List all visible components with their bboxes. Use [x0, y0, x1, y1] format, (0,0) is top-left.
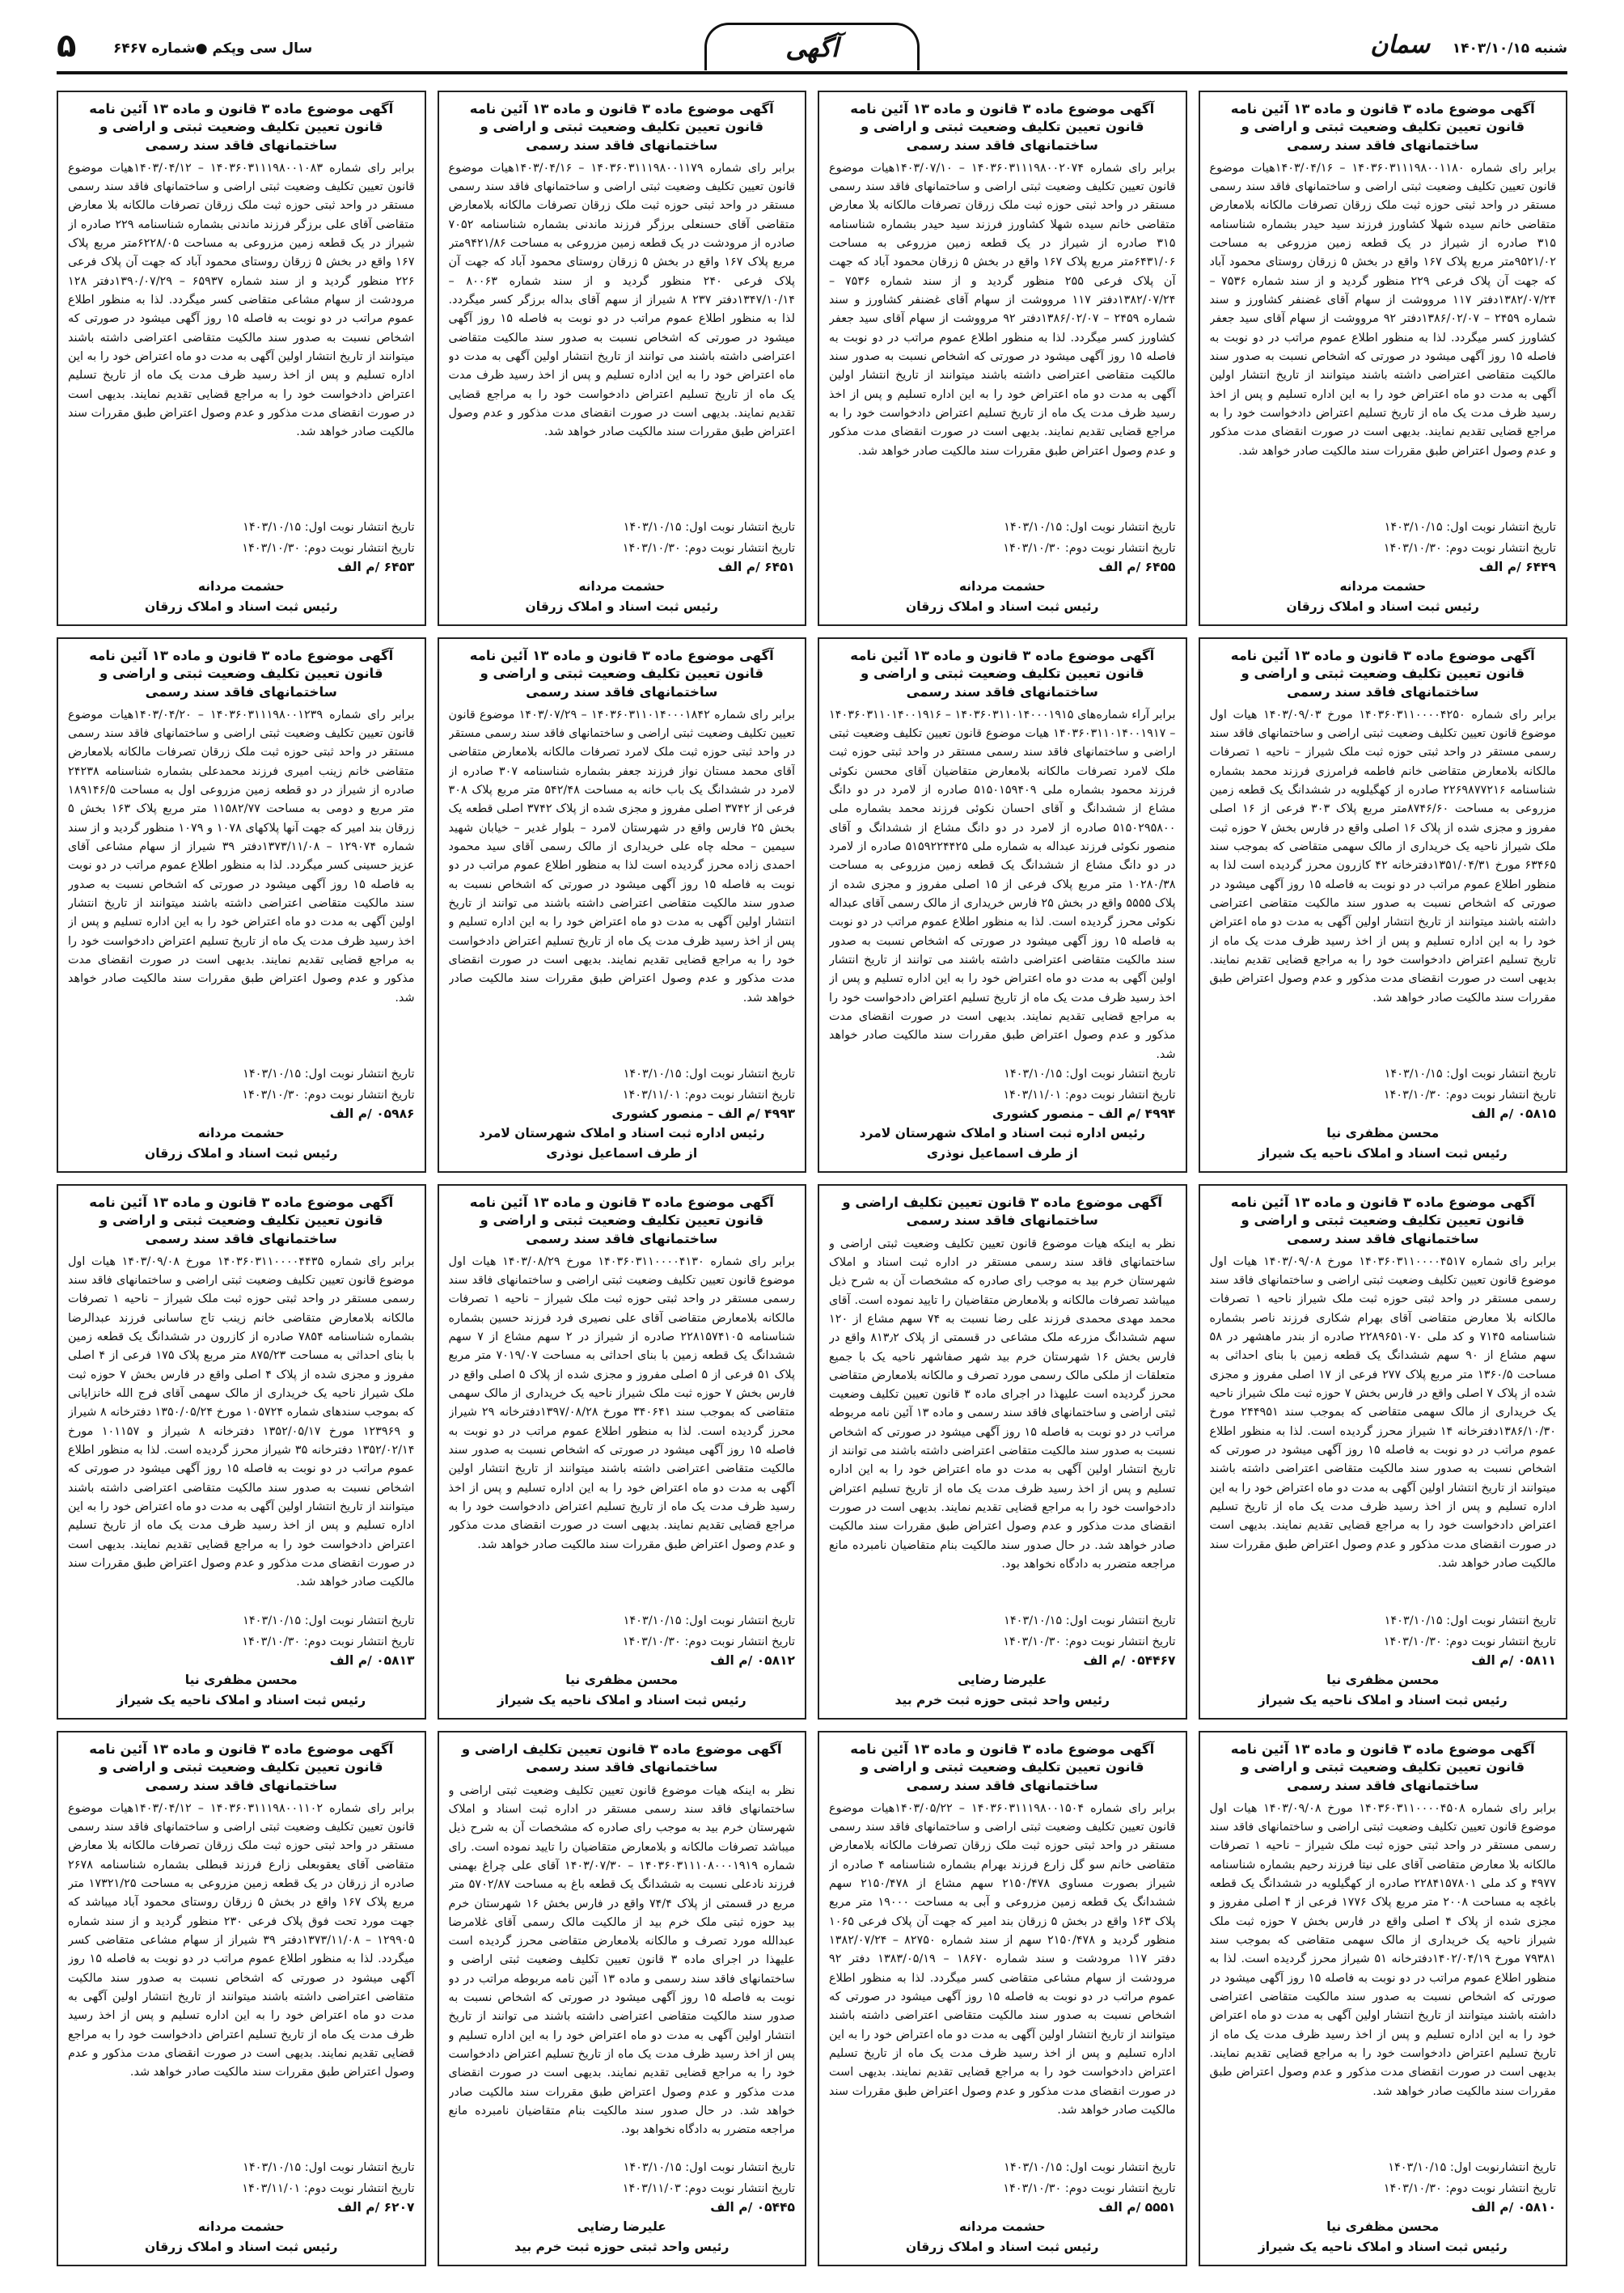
- notice-box: [1199, 637, 1568, 1173]
- notice-code: ۴۹۹۴ /م الف – منصور کشوری: [992, 1106, 1176, 1121]
- notice-title: آگهی موضوع ماده ۳ قانون و ماده ۱۳ آئین نامه قانون تعیین تکلیف وضعیت ثبتی و اراضی و ساختمانهای فاقد سند رسمی: [469, 648, 774, 700]
- issuing-office: رئیس ثبت اسناد و املاک زرقان: [145, 599, 338, 614]
- notice-title: آگهی موضوع ماده ۳ قانون و ماده ۱۳ آئین نامه قانون تعیین تکلیف وضعیت ثبتی و اراضی و ساختمانهای فاقد سند رسمی: [1230, 1195, 1535, 1246]
- notice-body: برابر رای شماره ۱۴۰۳۶۰۳۱۱۱۹۸۰۰۲۰۷۴ – ۱۴۰۳/۰۷/۱۰هیات موضوع قانون تعیین تکلیف وضعیت ثبتی اراضی و ساختمانهای فاقد سند رسمی مستقر در واحد ثبتی حوزه ثبت ملک زرقان تصرفات مالکانه بلا معارض متقاضی خانم سیده شهلا کشاورز فرزند سید حیدر بشماره شناسنامه ۳۱۵ صادره از شیراز در یک قطعه زمین مزروعی به مساحت ۶۴۳۱/۰۶متر مربع پلاک ۱۶۷ واقع در بخش ۵ زرقان محمود آباد که جهت آن پلاک فرعی ۲۵۵ منظور گردید و از سند شماره ۷۵۳۶ – ۱۳۸۲/۰۷/۲۴دفتر ۱۱۷ مرووشت از سهام آقای غضنفر کشاورز و سند شماره ۲۴۵۹ – ۱۳۸۶/۰۲/۰۷دفتر ۹۲ مرووشت از سهام آقای سید جعفر کشاورز کسر میگردد. لذا به منظور اطلاع عموم مراتب در دو نوبت به فاصله ۱۵ روز آگهی میشود در صورتی که اشخاص نسبت به صدور سند مالکیت متقاضی اعتراضی داشته باشند میتوانند از تاریخ انتشار اولین آگهی به مدت دو ماه اعتراض خود را به این اداره تسلیم و پس از اخذ رسید ظرف مدت یک ماه از تاریخ تسلیم اعتراض دادخواست خود را به مراجع قضایی تقدیم نمایند. بدیهی است در صورت انقضای مدت مذکور و عدم وصول اعتراض طبق مقررات سند مالکیت صادر خواهد شد.: [829, 161, 1176, 458]
- notice-body: برابر رای شماره ۱۴۰۳۶۰۳۱۱۱۹۸۰۰۱۱۸۰ – ۱۴۰۳/۰۴/۱۶هیات موضوع قانون تعیین تکلیف وضعیت ثبتی اراضی و ساختمانهای فاقد سند رسمی مستقر در واحد ثبتی حوزه ثبت ملک زرقان تصرفات مالکانه بلامعارض متقاضی خانم سیده شهلا کشاورز فرزند سید حیدر بشماره شناسنامه ۳۱۵ صادره از شیراز در یک قطعه زمین مزروعی به مساحت ۹۵۲۱/۰۲متر مربع پلاک ۱۶۷ واقع در بخش ۵ زرقان روستای محمود آباد که جهت آن پلاک فرعی ۲۲۹ منظور گردید و از سند شماره ۷۵۳۶ – ۱۳۸۲/۰۷/۲۴دفتر ۱۱۷ مرووشت از سهام آقای غضنفر کشاورز و سند شماره ۲۴۵۹ – ۱۳۸۶/۰۲/۰۷دفتر ۹۲ مرووشت از سهام آقای سید جعفر کشاورز کسر میگردد. لذا به منظور اطلاع عموم مراتب در دو نوبت به فاصله ۱۵ روز آگهی میشود در صورتی که اشخاص نسبت به صدور سند مالکیت متقاضی اعتراضی داشته باشند میتوانند از تاریخ انتشار اولین آگهی به مدت دو ماه اعتراض خود را به این اداره تسلیم و پس از اخذ رسید ظرف مدت یک ماه از تاریخ تسلیم اعتراض دادخواست خود را به مراجع قضایی تقدیم نمایند. بدیهی است در صورت انقضای مدت مذکور و عدم وصول اعتراض طبق مقررات سند مالکیت صادر خواهد شد.: [1209, 161, 1556, 458]
- notice-title: آگهی موضوع ماده ۳ قانون و ماده ۱۳ آئین نامه قانون تعیین تکلیف وضعیت ثبتی و اراضی و ساختمانهای فاقد سند رسمی: [1230, 101, 1535, 153]
- second-publish-date: تاریخ انتشار نوبت دوم: ۱۴۰۳/۱۰/۳۰: [242, 542, 415, 556]
- notice-title: آگهی موضوع ماده ۳ قانون و ماده ۱۳ آئین نامه قانون تعیین تکلیف وضعیت ثبتی و اراضی و ساختمانهای فاقد سند رسمی: [850, 1741, 1155, 1793]
- notice-box: [1199, 91, 1568, 626]
- notice-box: [818, 1731, 1187, 2266]
- notice-code: ۶۴۵۱ /م الف: [717, 559, 795, 574]
- notice-body: برابر رای شماره ۱۴۰۳۶۰۳۱۱۱۹۸۰۰۱۰۸۳ – ۱۴۰۳/۰۴/۱۲هیات موضوع قانون تعیین تکلیف وضعیت ثبتی اراضی و ساختمانهای فاقد سند رسمی مستقر در واحد ثبتی حوزه ثبت ملک زرقان تصرفات مالکانه بلا معارض متقاضی آقای علی برزگر فرزند ماندنی بشماره شناسنامه ۲۲۹ صادره از شیراز در یک قطعه زمین مزروعی به مساحت ۶۲۲۸/۰۵متر مربع پلاک ۱۶۷ واقع در بخش ۵ زرقان روستای محمود آباد که جهت آن پلاک فرعی ۲۲۶ منظور گردید و از سند شماره ۶۵۹۳۷ – ۱۳۹۰/۰۷/۲۹دفتر ۱۲۸ مرودشت از سهام مشاعی متقاضی کسر میگردد. لذا به منظور اطلاع عموم مراتب در دو نوبت به فاصله ۱۵ روز آگهی میشود در صورتی که اشخاص نسبت به صدور سند مالکیت متقاضی اعتراضی داشته باشند میتوانند از تاریخ انتشار اولین آگهی به مدت دو ماه اعتراض خود را به این اداره تسلیم و پس از اخذ رسید ظرف مدت یک ماه از تاریخ تسلیم اعتراض دادخواست خود را به مراجع قضایی تقدیم نمایند. بدیهی است در صورت انقضای مدت مذکور و عدم وصول اعتراض طبق مقررات سند مالکیت صادر خواهد شد.: [68, 161, 415, 439]
- notice-title: آگهی موضوع ماده ۳ قانون و ماده ۱۳ آئین نامه قانون تعیین تکلیف وضعیت ثبتی و اراضی و ساختمانهای فاقد سند رسمی: [469, 101, 774, 153]
- notice-body: برابر رای شماره ۱۴۰۳۶۰۳۱۱۰۰۰۰۴۲۵۰ مورخ ۱۴۰۳/۰۹/۰۳ هیات اول موضوع قانون تعیین تکلیف وضعیت ثبتی اراضی و ساختمانهای فاقد سند رسمی مستقر در واحد ثبتی حوزه ثبت ملک شیراز – ناحیه ۱ تصرفات مالکانه بلامعارض متقاضی خانم فاطمه فرامرزی فرزند محمد بشماره شناسنامه ۲۲۶۹۸۷۷۲۱۶ صادره از کهگیلویه در ششدانگ یک قطعه زمین مزروعی به مساحت ۸۷۴۶/۶۰متر مربع پلاک ۳۰۳ فرعی از ۱۶ اصلی مفروز و مجزی شده از پلاک ۱۶ اصلی واقع در فارس بخش ۷ حوزه ثبت ملک شیراز ناحیه یک خریداری از مالک سهمی متقاضی که بموجب سند ۶۳۴۶۵ مورخ ۱۳۵۱/۰۴/۳۱دفترخانه ۴۲ کازرون محرز گردیده است لذا به منظور اطلاع عموم مراتب در دو نوبت به فاصله ۱۵ روز آگهی میشود در صورتی که اشخاص نسبت به صدور سند مالکیت متقاضی اعتراضی داشته باشند میتوانند از تاریخ انتشار اولین آگهی به مدت دو ماه اعتراض خود را به این اداره تسلیم و پس از اخذ رسید ظرف مدت یک ماه از تاریخ تسلیم اعتراض دادخواست خود را به مراجع قضایی تقدیم نمایند. بدیهی است در صورت انقضای مدت مذکور و عدم وصول اعتراض طبق مقررات سند مالکیت صادر خواهد شد.: [1209, 708, 1556, 1005]
- notice-code: ۶۴۴۹ /م الف: [1478, 559, 1556, 574]
- notice-body: نظر به اینکه هیات موضوع قانون تعیین تکلیف وضعیت ثبتی اراضی و ساختمانهای فاقد سند رسمی مستقر در اداره ثبت اسناد و املاک شهرستان خرم بید به موجب رای صادره که مشخصات آن به شرح ذیل میباشد تصرفات مالکانه و بلامعارض متقاضیان را تایید نموده است. آقای محمد مهدی محمدی فرزند علی رضا نسبت به ۷۴ سهم مشاع از ۱۲۰ سهم ششدانگ مزرعه ملک مشاعی در قسمتی از پلاک ۸۱۳٫۲ واقع در فارس بخش ۱۶ شهرستان خرم بید شهر صفاشهر ناحیه یک با جمیع متعلقات از ملکی مالک رسمی مورد تصرف و مالکانه بلامعارض متقاضی محرز گردیده است علیهذا در اجرای ماده ۳ قانون تعیین تکلیف وضعیت ثبتی اراضی و ساختمانهای فاقد سند رسمی و ماده ۱۳ آئین نامه مربوطه مراتب در دو نوبت به فاصله ۱۵ روز آگهی میشود در صورتی که اشخاص نسبت به صدور سند مالکیت متقاضی اعتراضی داشته باشند می توانند از تاریخ انتشار اولین آگهی به مدت دو ماه اعتراض خود را به این اداره تسلیم و پس از اخذ رسید ظرف مدت یک ماه از تاریخ تسلیم اعتراض دادخواست خود را به مراجع قضایی تقدیم نمایند. بدیهی است در صورت انقضای مدت مذکور و عدم وصول اعتراض طبق مقررات سند مالکیت صادر خواهد شد. در حال صدور سند مالکیت بنام متقاضیان نامبرده مانع مراجعه متضرر به دادگاه نخواهد بود.: [829, 1237, 1176, 1572]
- signer-name: محسن مظفری نیا: [184, 1672, 298, 1687]
- notice-box: [818, 637, 1187, 1173]
- notice-code: ۴۹۹۳ /م الف – منصور کشوری: [611, 1106, 795, 1121]
- signer-name: رئیس اداره ثبت اسناد و املاک شهرستان لامرد: [479, 1125, 765, 1140]
- notice-box: [438, 1184, 807, 1720]
- notices-grid: [57, 91, 1567, 2266]
- notice-title: آگهی موضوع ماده ۳ قانون و ماده ۱۳ آئین نامه قانون تعیین تکلیف وضعیت ثبتی و اراضی و ساختمانهای فاقد سند رسمی: [89, 101, 394, 153]
- notice-body: برابر رای شماره ۱۴۰۳۶۰۳۱۱۱۹۸۰۰۱۱۰۲ – ۱۴۰۳/۰۴/۱۲هیات موضوع قانون تعیین تکلیف وضعیت ثبتی اراضی و ساختمانهای فاقد سند رسمی مستقر در واحد ثبتی حوزه ثبت ملک زرقان تصرفات مالکانه بلا معارض متقاضی آقای یعقوبعلی زارع فرزند قبطلی بشماره شناسنامه ۲۶۷۸ صادره از زرقان در یک قطعه زمین مزروعی به مساحت ۱۷۳۲۱/۲۵ متر مربع پلاک ۱۶۷ واقع در بخش ۵ زرقان روستای محمود آباد میباشد که جهت مورد تحت فوق پلاک فرعی ۲۳۰ منظور گردید و از سند شماره ۱۲۹۹۰۵ – ۱۳۷۳/۱۱/۰۸دفتر ۳۹ شیراز از سهام مشاعی متقاضی کسر میگردد. لذا به منظور اطلاع عموم مراتب در دو نوبت به فاصله ۱۵ روز آگهی میشود در صورتی که اشخاص نسبت به صدور سند مالکیت متقاضی اعتراضی داشته باشند میتوانند از تاریخ انتشار اولین آگهی به مدت دو ماه اعتراض خود را به این اداره تسلیم و پس از اخذ رسید ظرف مدت یک ماه از تاریخ تسلیم اعتراض دادخواست خود را به مراجع قضایی تقدیم نمایند. بدیهی است در صورت انقضای مدت مذکور و عدم وصول اعتراض طبق مقررات سند مالکیت صادر خواهد شد.: [68, 1801, 415, 2079]
- second-publish-date: تاریخ انتشار نوبت دوم: ۱۴۰۳/۱۰/۳۰: [242, 1089, 415, 1102]
- issuing-office: رئیس ثبت اسناد و املاک زرقان: [145, 2239, 338, 2254]
- notice-title: آگهی موضوع ماده ۳ قانون و ماده ۱۳ آئین نامه قانون تعیین تکلیف وضعیت ثبتی و اراضی و ساختمانهای فاقد سند رسمی: [1230, 648, 1535, 700]
- notice-box: [438, 637, 807, 1173]
- first-publish-date: تاریخ انتشار نوبت اول: ۱۴۰۳/۱۰/۱۵: [623, 520, 795, 534]
- signer-name: حشمت مردانه: [1339, 578, 1427, 594]
- second-publish-date: تاریخ انتشار نوبت دوم: ۱۴۰۳/۱۰/۳۰: [1383, 2182, 1556, 2196]
- signer-name: حشمت مردانه: [197, 578, 285, 594]
- first-publish-date: تاریخ انتشار نوبت اول: ۱۴۰۳/۱۰/۱۵: [623, 1067, 795, 1081]
- first-publish-date: تاریخ انتشار نوبت اول: ۱۴۰۳/۱۰/۱۵: [1384, 520, 1556, 534]
- issuing-office: رئیس ثبت اسناد و املاک زرقان: [906, 599, 1099, 614]
- first-publish-date: تاریخ انتشارنوبت اول: ۱۴۰۳/۱۰/۱۵: [1388, 2160, 1556, 2174]
- page-number: ۵: [57, 27, 77, 65]
- notice-code: ۰۵۸۱۰ /م الف: [1471, 2199, 1556, 2215]
- notice-title: آگهی موضوع ماده ۳ قانون تعیین تکلیف اراضی و ساختمانهای فاقد سند رسمی: [461, 1741, 782, 1775]
- notice-code: ۰۵۹۸۶ /م الف: [329, 1106, 415, 1121]
- second-publish-date: تاریخ انتشار نوبت دوم: ۱۴۰۳/۱۰/۳۰: [1003, 542, 1176, 556]
- notice-box: [818, 1184, 1187, 1720]
- second-publish-date: تاریخ انتشار نوبت دوم: ۱۴۰۳/۱۰/۳۰: [242, 1635, 415, 1649]
- notice-box: [438, 91, 807, 626]
- notice-title: آگهی موضوع ماده ۳ قانون و ماده ۱۳ آئین نامه قانون تعیین تکلیف وضعیت ثبتی و اراضی و ساختمانهای فاقد سند رسمی: [89, 648, 394, 700]
- notice-code: ۶۲۰۷ /م الف: [337, 2199, 415, 2215]
- second-publish-date: تاریخ انتشار نوبت دوم: ۱۴۰۳/۱۰/۳۰: [1003, 1635, 1176, 1649]
- notice-code: ۰۵۸۱۲ /م الف: [710, 1652, 795, 1668]
- issuing-office: رئیس ثبت اسناد و املاک ناحیه یک شیراز: [1258, 1145, 1508, 1161]
- first-publish-date: تاریخ انتشار نوبت اول: ۱۴۰۳/۱۰/۱۵: [243, 1067, 415, 1081]
- signer-name: محسن مظفری نیا: [1326, 2219, 1440, 2234]
- notice-title: آگهی موضوع ماده ۳ قانون و ماده ۱۳ آئین نامه قانون تعیین تکلیف وضعیت ثبتی و اراضی و ساختمانهای فاقد سند رسمی: [850, 648, 1155, 700]
- notice-body: برابر رای شماره ۱۴۰۳۶۰۳۱۱۰۰۰۰۴۴۳۵ مورخ ۱۴۰۳/۰۹/۰۸ هیات اول موضوع قانون تعیین تکلیف وضعیت ثبتی اراضی و ساختمانهای فاقد سند رسمی مستقر در واحد ثبتی حوزه ثبت ملک شیراز – ناحیه ۱ تصرفات مالکانه بلامعارض متقاضی خانم زینب تاج ساسانی فرزند عبدالرضا بشماره شناسنامه ۷۸۵۴ صادره از کازرون در ششدانگ یک قطعه زمین با بنای احداثی به مساحت ۸۷۵/۲۳ متر مربع پلاک ۱۷۵ فرعی از ۴ اصلی مفروز و مجزی شده از پلاک ۴ اصلی واقع در فارس بخش ۷ حوزه ثبت ملک شیراز ناحیه یک خریداری از مالک سهمی آقای فرج الله خانزایانی که بموجب سندهای شماره ۱۰۵۷۲۴ مورخ ۱۳۵۰/۰۵/۲۴ دفترخانه ۸ شیراز و ۱۲۳۹۶۹ مورخ ۱۳۵۲/۰۵/۱۷ دفترخانه ۸ شیراز و ۱۰۱۱۵۷ مورخ ۱۳۵۲/۰۲/۱۴ دفترخانه ۳۵ شیراز محرز گردیده است. لذا به منظور اطلاع عموم مراتب در دو نوبت به فاصله ۱۵ روز آگهی میشود در صورتی که اشخاص نسبت به صدور سند مالکیت متقاضی اعتراضی داشته باشند میتوانند از تاریخ انتشار اولین آگهی به مدت دو ماه اعتراض خود را به این اداره تسلیم و پس از اخذ رسید ظرف مدت یک ماه از تاریخ تسلیم اعتراض دادخواست خود را به مراجع قضایی تقدیم نمایند. بدیهی است در صورت انقضای مدت مذکور و عدم وصول اعتراض طبق مقررات سند مالکیت صادر خواهد شد.: [68, 1254, 415, 1589]
- second-publish-date: تاریخ انتشار نوبت دوم: ۱۴۰۳/۱۰/۳۰: [1383, 542, 1556, 556]
- notice-box: [57, 1731, 426, 2266]
- first-publish-date: تاریخ انتشار نوبت اول: ۱۴۰۳/۱۰/۱۵: [243, 520, 415, 534]
- notice-body: برابر رای شماره ۱۴۰۳۶۰۳۱۱۰۰۰۰۴۱۳۰ مورخ ۱۴۰۳/۰۸/۲۹ هیات اول موضوع قانون تعیین تکلیف وضعیت ثبتی اراضی و ساختمانهای فاقد سند رسمی مستقر در واحد ثبتی حوزه ثبت ملک شیراز – ناحیه ۱ تصرفات مالکانه بلامعارض متقاضی آقای علی نصیری فرد فرزند حسین بشماره شناسنامه ۲۲۸۱۵۷۴۱۰۵ صادره از شیراز در ۲ سهم مشاع از ۷ سهم ششدانگ یک قطعه زمین با بنای احداثی به مساحت ۷۰۱۹/۰۷ متر مربع پلاک ۵۱ فرعی از ۵ اصلی مفروز و مجزی شده از پلاک ۵ اصلی واقع در فارس بخش ۷ حوزه ثبت ملک شیراز ناحیه یک خریداری از مالک سهمی متقاضی که بموجب سند ۳۴۰۶۴۱ مورخ ۱۳۹۷/۰۸/۲۸دفترخانه ۲۹ شیراز محرز گردیده است. لذا به منظور اطلاع عموم مراتب در دو نوبت به فاصله ۱۵ روز آگهی میشود در صورتی که اشخاص نسبت به صدور سند مالکیت متقاضی اعتراضی داشته باشند میتوانند از تاریخ انتشار اولین آگهی به مدت دو ماه اعتراض خود را به این اداره تسلیم و پس از اخذ رسید ظرف مدت یک ماه از تاریخ تسلیم اعتراض دادخواست خود را به مراجع قضایی تقدیم نمایند. بدیهی است در صورت انقضای مدت مذکور و عدم وصول اعتراض طبق مقررات سند مالکیت صادر خواهد شد.: [448, 1254, 795, 1551]
- second-publish-date: تاریخ انتشار نوبت دوم: ۱۴۰۳/۱۱/۰۱: [622, 1089, 795, 1102]
- notice-code: ۶۴۵۳ /م الف: [337, 559, 415, 574]
- signer-name: حشمت مردانه: [197, 2219, 285, 2234]
- notice-title: آگهی موضوع ماده ۳ قانون و ماده ۱۳ آئین نامه قانون تعیین تکلیف وضعیت ثبتی و اراضی و ساختمانهای فاقد سند رسمی: [850, 101, 1155, 153]
- first-publish-date: تاریخ انتشار نوبت اول: ۱۴۰۳/۱۰/۱۵: [623, 1614, 795, 1627]
- signer-name: محسن مظفری نیا: [1326, 1672, 1440, 1687]
- notice-box: [1199, 1731, 1568, 2266]
- notice-box: [1199, 1184, 1568, 1720]
- second-publish-date: تاریخ انتشار نوبت دوم: ۱۴۰۳/۱۱/۰۱: [242, 2182, 415, 2196]
- issuing-office: رئیس ثبت اسناد و املاک ناحیه یک شیراز: [1258, 2239, 1508, 2254]
- notice-body: برابر رای شماره ۱۴۰۳۶۰۳۱۱۰۰۰۰۴۵۰۸ مورخ ۱۴۰۳/۰۹/۰۸ هیات اول موضوع قانون تعیین تکلیف وضعیت ثبتی اراضی و ساختمانهای فاقد سند رسمی مستقر در واحد ثبتی حوزه ثبت ملک شیراز – ناحیه ۱ تصرفات مالکانه بلا معارض متقاضی آقای علی نیتا فرزند رحیم بشماره شناسنامه ۴۹۷۷ و کد ملی ۲۲۸۴۱۵۷۸۰۱ صادره از کهگیلویه در ششدانگ یک قطعه باغچه به مساحت ۲۰۰۸ متر مربع پلاک ۱۷۷۶ فرعی از ۴ اصلی مفروز و مجزی شده از پلاک ۴ اصلی واقع در فارس بخش ۷ حوزه ثبت ملک شیراز ناحیه یک خریداری از مالک سهمی متقاضی که بموجب سند ۷۹۳۸۱ مورخ ۱۴۰۲/۰۴/۱۹دفترخانه ۵۱ شیراز محرز گردیده است. لذا به منظور اطلاع عموم مراتب در دو نوبت به فاصله ۱۵ روز آگهی میشود در صورتی که اشخاص نسبت به صدور سند مالکیت متقاضی اعتراضی داشته باشند میتوانند از تاریخ انتشار اولین آگهی به مدت دو ماه اعتراض خود را به این اداره تسلیم و پس از اخذ رسید ظرف مدت یک ماه از تاریخ تسلیم اعتراض دادخواست خود را به مراجع قضایی تقدیم نمایند. بدیهی است در صورت انقضای مدت مذکور و عدم وصول اعتراض طبق مقررات سند مالکیت صادر خواهد شد.: [1209, 1801, 1556, 2098]
- signer-name: حشمت مردانه: [958, 2219, 1046, 2234]
- notice-body: برابر رای شماره ۱۴۰۳۶۰۳۱۱۱۹۸۰۰۱۱۷۹ – ۱۴۰۳/۰۴/۱۶هیات موضوع قانون تعیین تکلیف وضعیت ثبتی اراضی و ساختمانهای فاقد سند رسمی مستقر در واحد ثبتی حوزه ثبت ملک زرقان تصرفات مالکانه بلامعارض متقاضی آقای حسنعلی برزگر فرزند ماندنی بشماره شناسنامه ۷۰۵۲ صادره از مرودشت در یک قطعه زمین مزروعی به مساحت ۹۴۲۱/۸۶متر مربع پلاک ۱۶۷ واقع در بخش ۵ زرقان روستای محمود آباد که جهت آن پلاک فرعی ۲۴۰ منظور گردید و از سند شماره ۸۰۰۶۳ – ۱۳۴۷/۱۰/۱۴دفتر ۲۳۷ ۸ شیراز از سهم آقای بداله برزگر کسر میگردد. لذا به منظور اطلاع عموم مراتب در دو نوبت به فاصله ۱۵ روز آگهی میشود در صورتی که اشخاص نسبت به صدور سند مالکیت متقاضی اعتراضی داشته باشند می توانند از تاریخ انتشار اولین آگهی به مدت دو ماه اعتراض خود را به این اداره تسلیم و پس از اخذ رسید ظرف مدت یک ماه از تاریخ تسلیم اعتراض دادخواست خود را به مراجع قضایی تقدیم نمایند. بدیهی است در صورت انقضای مدت مذکور و عدم وصول اعتراض طبق مقررات سند مالکیت صادر خواهد شد.: [448, 161, 795, 439]
- issuing-office: رئیس ثبت اسناد و املاک ناحیه یک شیراز: [497, 1692, 746, 1707]
- notice-box: [438, 1731, 807, 2266]
- first-publish-date: تاریخ انتشار نوبت اول: ۱۴۰۳/۱۰/۱۵: [1004, 520, 1176, 534]
- masthead: [57, 23, 1567, 74]
- issuing-office: رئیس ثبت اسناد و املاک زرقان: [1286, 599, 1479, 614]
- second-publish-date: تاریخ انتشار نوبت دوم: ۱۴۰۳/۱۱/۰۳: [622, 2182, 795, 2196]
- first-publish-date: تاریخ انتشار نوبت اول: ۱۴۰۳/۱۰/۱۵: [623, 2160, 795, 2174]
- notice-title: آگهی موضوع ماده ۳ قانون و ماده ۱۳ آئین نامه قانون تعیین تکلیف وضعیت ثبتی و اراضی و ساختمانهای فاقد سند رسمی: [89, 1741, 394, 1793]
- second-publish-date: تاریخ انتشار نوبت دوم: ۱۴۰۳/۱۰/۳۰: [1383, 1635, 1556, 1649]
- signer-name: محسن مظفری نیا: [1326, 1125, 1440, 1140]
- second-publish-date: تاریخ انتشار نوبت دوم: ۱۴۰۳/۱۱/۰۱: [1003, 1089, 1176, 1102]
- notice-code: ۵۵۵۱ /م الف: [1098, 2199, 1176, 2215]
- notice-code: ۰۵۴۴۵ /م الف: [710, 2199, 795, 2215]
- issuing-office: رئیس ثبت اسناد و املاک زرقان: [145, 1145, 338, 1161]
- signer-name: محسن مظفری نیا: [565, 1672, 679, 1687]
- issuing-office: رئیس ثبت اسناد و املاک ناحیه یک شیراز: [116, 1692, 366, 1707]
- notice-body: برابر رای شماره ۱۴۰۳۶۰۳۱۱۱۹۸۰۰۱۵۰۴ – ۱۴۰۳/۰۵/۲۲هیات موضوع قانون تعیین تکلیف وضعیت ثبتی اراضی و ساختمانهای فاقد سند رسمی مستقر در واحد ثبتی حوزه ثبت ملک زرقان تصرفات مالکانه بلامعارض متقاضی خانم سو گل زارع فرزند بهرام بشماره شناسنامه ۴ صادره از شیراز بصورت مساوی ۲۱۵۰/۴۷۸ سهم مشاع از ۲۱۵۰/۴۷۸ سهم ششدانگ یک قطعه زمین مزروعی و آبی به مساحت ۱۹۰۰۰ متر مربع پلاک ۱۶۳ واقع در بخش ۵ زرقان بند امیر که جهت آن پلاک فرعی ۱۰۶۵ منظور گردید و ۲۱۵۰/۴۷۸ سهم از سند شماره ۸۲۷۵۰ – ۱۳۸۲/۰۷/۲۴ دفتر ۱۱۷ مرودشت و سند شماره ۱۸۶۷۰ – ۱۳۸۳/۰۵/۱۹ دفتر ۹۲ مرودشت از سهام مشاعی متقاضی کسر میگردد. لذا به منظور اطلاع عموم مراتب در دو نوبت به فاصله ۱۵ روز آگهی میشود در صورتی که اشخاص نسبت به صدور سند مالکیت متقاضی اعتراضی داشته باشند میتوانند از تاریخ انتشار اولین آگهی به مدت دو ماه اعتراض خود را به این اداره تسلیم و پس از اخذ رسید ظرف مدت یک ماه از تاریخ تسلیم اعتراض دادخواست خود را به مراجع قضایی تقدیم نمایند. بدیهی است در صورت انقضای مدت مذکور و عدم وصول اعتراض طبق مقررات سند مالکیت صادر خواهد شد.: [829, 1801, 1176, 2117]
- issuing-office: رئیس ثبت اسناد و املاک زرقان: [525, 599, 718, 614]
- first-publish-date: تاریخ انتشار نوبت اول: ۱۴۰۳/۱۰/۱۵: [243, 2160, 415, 2174]
- issue-date: شنبه ۱۴۰۳/۱۰/۱۵: [1452, 40, 1567, 57]
- second-publish-date: تاریخ انتشار نوبت دوم: ۱۴۰۳/۱۰/۳۰: [622, 542, 795, 556]
- issuing-office: از طرف اسماعیل نوذری: [546, 1145, 698, 1161]
- notice-title: آگهی موضوع ماده ۳ قانون تعیین تکلیف اراضی و ساختمانهای فاقد سند رسمی: [842, 1195, 1163, 1229]
- issuing-office: رئیس ثبت اسناد و املاک ناحیه یک شیراز: [1258, 1692, 1508, 1707]
- notice-title: آگهی موضوع ماده ۳ قانون و ماده ۱۳ آئین نامه قانون تعیین تکلیف وضعیت ثبتی و اراضی و ساختمانهای فاقد سند رسمی: [469, 1195, 774, 1246]
- notice-title: آگهی موضوع ماده ۳ قانون و ماده ۱۳ آئین نامه قانون تعیین تکلیف وضعیت ثبتی و اراضی و ساختمانهای فاقد سند رسمی: [89, 1195, 394, 1246]
- signer-name: حشمت مردانه: [197, 1125, 285, 1140]
- notice-box: [57, 91, 426, 626]
- notice-box: [818, 91, 1187, 626]
- notice-code: ۰۵۸۱۵ /م الف: [1471, 1106, 1556, 1121]
- first-publish-date: تاریخ انتشار نوبت اول: ۱۴۰۳/۱۰/۱۵: [1004, 1067, 1176, 1081]
- first-publish-date: تاریخ انتشار نوبت اول: ۱۴۰۳/۱۰/۱۵: [1384, 1614, 1556, 1627]
- second-publish-date: تاریخ انتشار نوبت دوم: ۱۴۰۳/۱۰/۳۰: [1383, 1089, 1556, 1102]
- issuing-office: از طرف اسماعیل نوذری: [926, 1145, 1078, 1161]
- issuing-office: رئیس ثبت اسناد و املاک زرقان: [906, 2239, 1099, 2254]
- notice-code: ۰۵۸۱۳ /م الف: [329, 1652, 415, 1668]
- second-publish-date: تاریخ انتشار نوبت دوم: ۱۴۰۳/۱۰/۳۰: [1003, 2182, 1176, 2196]
- notice-body: نظر به اینکه هیات موضوع قانون تعیین تکلیف وضعیت ثبتی اراضی و ساختمانهای فاقد سند رسمی مستقر در اداره ثبت اسناد و املاک شهرستان خرم بید به موجب رای صادره که مشخصات آن به شرح ذیل میباشد تصرفات مالکانه و بلامعارض متقاضیان را تایید نموده است. رای شماره ۱۴۰۳۶۰۳۱۱۱۰۸۰۰۰۱۹۱۹ – ۱۴۰۳/۰۷/۳۰ آقای علی چراغ بهمنی فرزند نادعلی نسبت به ششدانگ یک قطعه باغ به مساحت ۵۷۰۲/۸۷ متر مربع در قسمتی از پلاک ۷۴/۴ واقع در فارس بخش ۱۶ شهرستان خرم بید حوزه ثبتی ملک خرم بید از مالکیت مالک رسمی آقای غلامرضا عبدالله مورد تصرف و مالکانه بلامعارض متقاضی محرز گردیده است علیهذا در اجرای ماده ۳ قانون تعیین تکلیف وضعیت ثبتی اراضی و ساختمانهای فاقد سند رسمی و ماده ۱۳ آئین نامه مربوطه مراتب در دو نوبت به فاصله ۱۵ روز آگهی میشود در صورتی که اشخاص نسبت به صدور سند مالکیت متقاضی اعتراضی داشته باشند می توانند از تاریخ انتشار اولین آگهی به مدت دو ماه اعتراض خود را به این اداره تسلیم و پس از اخذ رسید ظرف مدت یک ماه از تاریخ تسلیم اعتراض دادخواست خود را به مراجع قضایی تقدیم نمایند. بدیهی است در صورت انقضای مدت مذکور و عدم وصول اعتراض طبق مقررات سند مالکیت صادر خواهد شد. در حال صدور سند مالکیت بنام متقاضیان نامبرده مانع مراجعه متضرر به دادگاه نخواهد بود.: [448, 1783, 795, 2137]
- notice-code: ۰۵۴۴۶۷ /م الف: [1083, 1652, 1176, 1668]
- notice-code: ۶۴۵۵ /م الف: [1098, 559, 1176, 574]
- signer-name: علیرضا رضایی: [958, 1672, 1047, 1687]
- second-publish-date: تاریخ انتشار نوبت دوم: ۱۴۰۳/۱۰/۳۰: [622, 1635, 795, 1649]
- signer-name: علیرضا رضایی: [577, 2219, 666, 2234]
- newspaper-logo: سمان: [1370, 31, 1430, 59]
- first-publish-date: تاریخ انتشار نوبت اول: ۱۴۰۳/۱۰/۱۵: [1004, 2160, 1176, 2174]
- issue-number: سال سی وپکم ●شماره ۶۴۶۷: [113, 40, 313, 57]
- notice-body: برابر رای شماره ۱۴۰۳۶۰۳۱۱۰۱۴۰۰۰۱۸۴۲ – ۱۴۰۳/۰۷/۲۹ موضوع قانون تعیین تکلیف وضعیت ثبتی اراضی و ساختمانهای فاقد سند رسمی مستقر در واحد ثبتی حوزه ثبت ملک لامرد تصرفات مالکانه بلامعارض متقاضی آقای محمد مستان نواز فرزند جعفر بشماره شناسنامه ۳۰۷ صادره از لامرد در ششدانگ یک باب خانه به مساحت ۵۴۲/۴۸ متر مربع پلاک ۳۰۸ فرعی از ۳۷۴۲ اصلی مفروز و مجزی شده از پلاک ۳۷۴۲ اصلی قطعه یک بخش ۲۵ فارس واقع در شهرستان لامرد – بلوار غدیر – خیابان شهید سیمین – محله چاه علی خریداری از مالک رسمی آقای سید محمود احمدی زاده محرز گردیده است لذا به منظور اطلاع عموم مراتب در دو نوبت به فاصله ۱۵ روز آگهی میشود در صورتی که اشخاص نسبت به صدور سند مالکیت متقاضی اعتراضی داشته باشند می توانند از تاریخ انتشار اولین آگهی به مدت دو ماه اعتراض خود را به این اداره تسلیم و پس از اخذ رسید ظرف مدت یک ماه از تاریخ تسلیم اعتراض دادخواست خود را به مراجع قضایی تقدیم نمایند. بدیهی است در صورت انقضای مدت مذکور و عدم وصول اعتراض طبق مقررات سند مالکیت صادر خواهد شد.: [448, 708, 795, 1005]
- signer-name: رئیس اداره ثبت اسناد و املاک شهرستان لامرد: [859, 1125, 1145, 1140]
- issuing-office: رئیس واحد ثبتی حوزه ثبت خرم بید: [514, 2239, 730, 2254]
- first-publish-date: تاریخ انتشار نوبت اول: ۱۴۰۳/۱۰/۱۵: [1004, 1614, 1176, 1627]
- first-publish-date: تاریخ انتشار نوبت اول: ۱۴۰۳/۱۰/۱۵: [1384, 1067, 1556, 1081]
- notice-box: [57, 637, 426, 1173]
- notice-code: ۰۵۸۱۱ /م الف: [1471, 1652, 1556, 1668]
- issuing-office: رئیس واحد ثبتی حوزه ثبت خرم بید: [894, 1692, 1110, 1707]
- first-publish-date: تاریخ انتشار نوبت اول: ۱۴۰۳/۱۰/۱۵: [243, 1614, 415, 1627]
- signer-name: حشمت مردانه: [578, 578, 666, 594]
- notice-body: برابر رای شماره ۱۴۰۳۶۰۳۱۱۰۰۰۰۴۵۱۷ مورخ ۱۴۰۳/۰۹/۰۸ هیات اول موضوع قانون تعیین تکلیف وضعیت ثبتی اراضی و ساختمانهای فاقد سند رسمی مستقر در واحد ثبتی حوزه ثبت ملک شیراز ناحیه ۱ تصرفات مالکانه بلا معارض متقاضی آقای بهرام شکاری فرزند ناصر بشماره شناسنامه ۷۱۴۵ و کد ملی ۲۲۸۹۶۵۱۰۷۰ صادره از بندر ماهشهر در ۵۸ سهم مشاع از ۹۰ سهم ششدانگ یک قطعه زمین با بنای احداثی به مساحت ۱۳۶۰/۵ متر مربع پلاک ۲۷۷ فرعی از ۱۷ اصلی مفروز و مجزی شده از پلاک ۷ اصلی واقع در فارس بخش ۷ حوزه ثبت ملک شیراز ناحیه یک خریداری از مالک سهمی متقاضی که بموجب سند ۲۴۴۹۵۱ مورخ ۱۳۸۶/۱۰/۳۰دفترخانه ۱۴ شیراز محرز گردیده است. لذا به منظور اطلاع عموم مراتب در دو نوبت به فاصله ۱۵ روز آگهی میشود در صورتی که اشخاص نسبت به صدور سند مالکیت متقاضی اعتراضی داشته باشند میتوانند از تاریخ انتشار اولین آگهی به مدت دو ماه اعتراض خود را به این اداره تسلیم و پس از اخذ رسید ظرف مدت یک ماه از تاریخ تسلیم اعتراض دادخواست خود را به مراجع قضایی تقدیم نمایند. بدیهی است در صورت انقضای مدت مذکور و عدم وصول اعتراض طبق مقررات سند مالکیت صادر خواهد شد.: [1209, 1254, 1556, 1571]
- signer-name: حشمت مردانه: [958, 578, 1046, 594]
- notice-title: آگهی موضوع ماده ۳ قانون و ماده ۱۳ آئین نامه قانون تعیین تکلیف وضعیت ثبتی و اراضی و ساختمانهای فاقد سند رسمی: [1230, 1741, 1535, 1793]
- notice-box: [57, 1184, 426, 1720]
- section-title: آگهی: [704, 23, 920, 70]
- notice-body: برابر رای شماره ۱۴۰۳۶۰۳۱۱۱۹۸۰۰۱۲۳۹ – ۱۴۰۳/۰۴/۲۰هیات موضوع قانون تعیین تکلیف وضعیت ثبتی اراضی و ساختمانهای فاقد سند رسمی مستقر در واحد ثبتی حوزه ثبت ملک زرقان تصرفات مالکانه بلامعارض متقاضی خانم زینب امیری فرزند محمدعلی بشماره شناسنامه ۲۴۲۳۸ صادره از شیراز در دو قطعه زمین مزروعی اول به مساحت ۱۸۹۱۴۶/۵ متر مربع و دومی به مساحت ۱۱۵۸۲/۷۷ متر مربع پلاک ۱۶۳ بخش ۵ زرقان بند امیر که جهت آنها پلاکهای ۱۰۷۸ و ۱۰۷۹ منظور گردید و از سند شماره ۱۲۹۰۷۴ – ۱۳۷۳/۱۱/۰۸دفتر ۳۹ شیراز از سهام مشاعی آقای عزیز حسینی کسر میگردد. لذا به منظور اطلاع عموم مراتب در دو نوبت به فاصله ۱۵ روز آگهی میشود در صورتی که اشخاص نسبت به صدور سند مالکیت متقاضی اعتراضی داشته باشند میتوانند از تاریخ انتشار اولین آگهی به مدت دو ماه اعتراض خود را به این اداره تسلیم و پس از اخذ رسید ظرف مدت یک ماه از تاریخ تسلیم اعتراض دادخواست خود را به مراجع قضایی تقدیم نمایند. بدیهی است در صورت انقضای مدت مذکور و عدم وصول اعتراض طبق مقررات سند مالکیت صادر خواهد شد.: [68, 708, 415, 1005]
- notice-body: برابر آراء شماره‌های ۱۴۰۳۶۰۳۱۱۰۱۴۰۰۰۱۹۱۵ – ۱۴۰۳۶۰۳۱۱۰۱۴۰۰۱۹۱۶ – ۱۴۰۳۶۰۳۱۱۰۱۴۰۰۱۹۱۷ هیات موضوع قانون تعیین تکلیف وضعیت ثبتی اراضی و ساختمانهای فاقد سند رسمی مستقر در واحد ثبتی حوزه ثبت ملک لامرد تصرفات مالکانه بلامعارض متقاضیان آقای محسن نکوئی فرزند محمود بشماره ملی ۵۱۵۰۱۵۹۴۰۹ صادره از لامرد در دو دانگ مشاع از ششدانگ و آقای احسان نکوئی فرزند محمد بشماره ملی ۵۱۵۰۲۹۵۸۰۰ صادره از لامرد در دو دانگ مشاع از ششدانگ و آقای منصور نکوئی فرزند عبداله به شماره ملی ۵۱۵۹۲۲۴۴۲۵ صادره از لامرد در دو دانگ مشاع از ششدانگ یک قطعه زمین مزروعی به مساحت ۱۰۲۸۰/۳۸ متر مربع پلاک فرعی از ۱۵ اصلی مفروز و مجزی شده از پلاک ۵۵۵۵ واقع در بخش ۲۵ فارس خریداری از مالک رسمی آقای عبداله نکوئی محرز گردیده است. لذا به منظور اطلاع عموم مراتب در دو نوبت به فاصله ۱۵ روز آگهی میشود در صورتی که اشخاص نسبت به صدور سند مالکیت متقاضی اعتراضی داشته باشند می توانند از تاریخ انتشار اولین آگهی به مدت دو ماه اعتراض خود را به این اداره تسلیم و پس از اخذ رسید ظرف مدت یک ماه از تاریخ تسلیم اعتراض دادخواست خود را به مراجع قضایی تقدیم نمایند. بدیهی است در صورت انقضای مدت مذکور و عدم وصول اعتراض طبق مقررات سند مالکیت صادر خواهد شد.: [829, 708, 1176, 1061]
